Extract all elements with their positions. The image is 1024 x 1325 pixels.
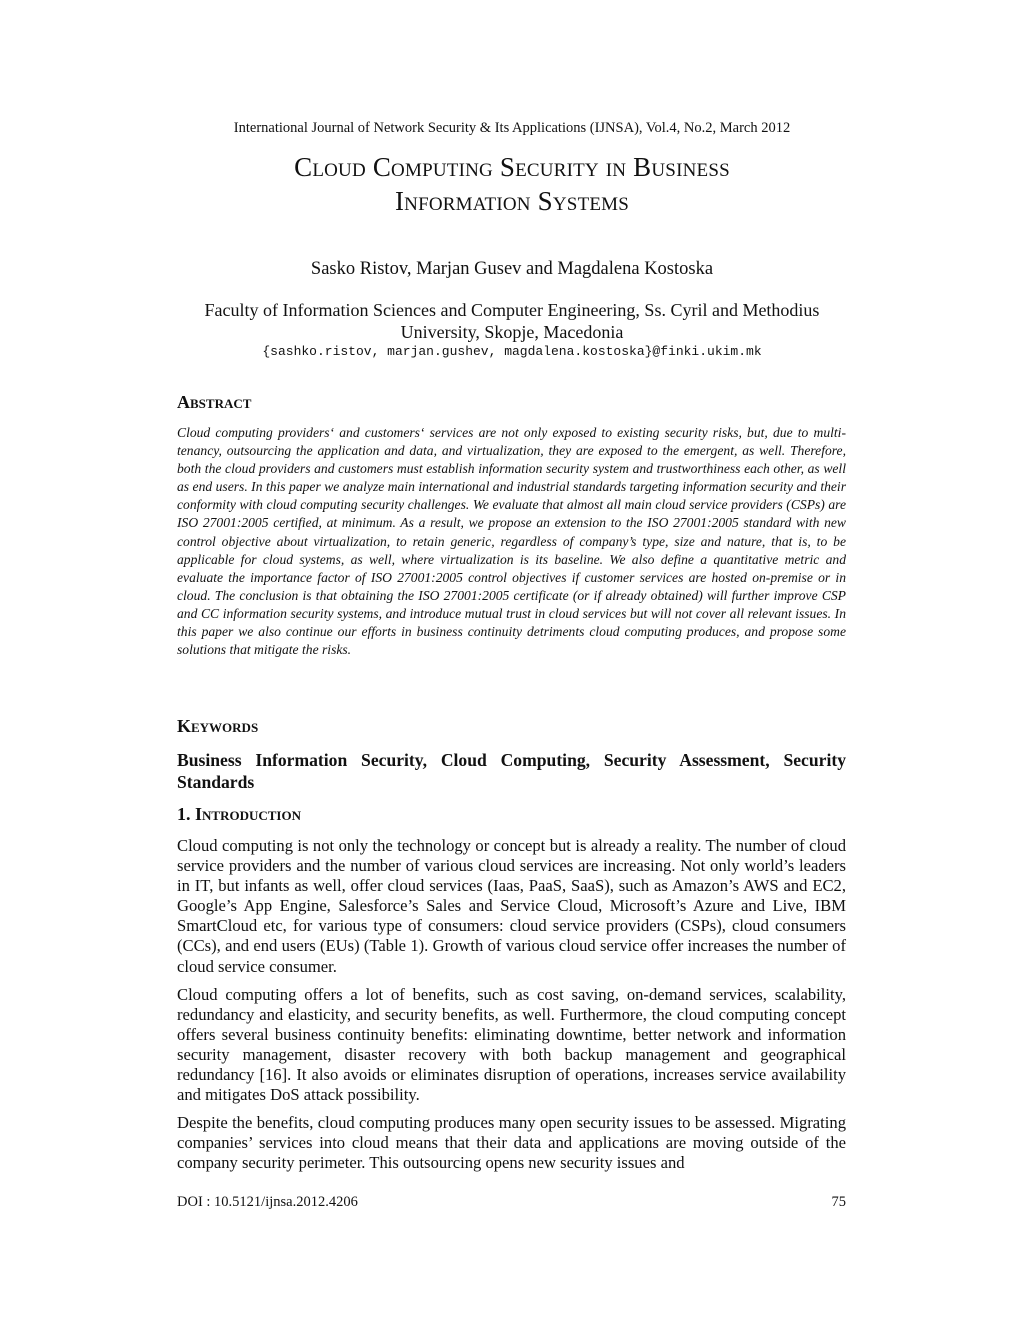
affiliation-line-1: Faculty of Information Sciences and Computer Engineering, Ss. Cyril and Methodius bbox=[204, 300, 820, 320]
paper-title-line-2: Information Systems bbox=[394, 186, 630, 216]
introduction-paragraph-3: Despite the benefits, cloud computing produces many open security issues to be assessed. Migrating companies’ services into cloud means that their data and applications are moving outside of the company security perimeter. This outsourcing opens new security issues and bbox=[177, 1113, 846, 1173]
keywords-text: Business Information Security, Cloud Computing, Security Assessment, Security Standards bbox=[177, 750, 846, 792]
footer-page-number: 75 bbox=[831, 1194, 846, 1210]
affiliation bbox=[170, 299, 854, 343]
affiliation-line-2: University, Skopje, Macedonia bbox=[400, 322, 624, 342]
paper-title-line-1: Cloud Computing Security in Business bbox=[294, 152, 730, 182]
abstract-text: Cloud computing providers‘ and customers‘ services are not only exposed to existing security risks, but, due to multi-tenancy, outsourcing the application and data, and virtualization, they are exposed to the emergent, as well. Therefore, both the cloud providers and customers must establish information security system and trustworthiness each other, as well as end users. In this paper we analyze main international and industrial standards targeting information security and their conformity with cloud computing security challenges. We evaluate that almost all main cloud service providers (CSPs) are ISO 27001:2005 certified, at minimum. As a result, we propose an extension to the ISO 27001:2005 standard with new control objective about virtualization, to retain generic, regardless of company’s type, size and nature, that is, to be applicable for cloud systems, as well, where virtualization is its baseline. We also define a quantitative metric and evaluate the importance factor of ISO 27001:2005 control objectives if customer services are hosted on-premise or in cloud. The conclusion is that obtaining the ISO 27001:2005 certificate (or if already obtained) will further improve CSP and CC information security systems, and introduce mutual trust in cloud services but will not cover all relevant issues. In this paper we also continue our efforts in business continuity detriments cloud computing produces, and propose some solutions that mitigate the risks. bbox=[177, 425, 846, 658]
authors: Sasko Ristov, Marjan Gusev and Magdalena Kostoska bbox=[310, 259, 714, 279]
keywords-heading: Keywords bbox=[177, 716, 259, 736]
paper-title bbox=[112, 150, 912, 218]
abstract-heading: Abstract bbox=[177, 392, 252, 412]
introduction-paragraph-2: Cloud computing offers a lot of benefits, such as cost saving, on-demand services, scalability, redundancy and elasticity, and security benefits, as well. Furthermore, the cloud computing concept offers several business continuity benefits: eliminating downtime, better network and information security management, disaster recovery with both backup management and geographical redundancy [16]. It also avoids or eliminates disruption of operations, increases service availability and mitigates DoS attack possibility. bbox=[177, 985, 846, 1105]
introduction-heading: 1. Introduction bbox=[177, 804, 301, 824]
running-header: International Journal of Network Security & Its Applications (IJNSA), Vol.4, No.2, March 2012 bbox=[233, 120, 791, 136]
author-emails: {sashko.ristov, marjan.gushev, magdalena.kostoska}@finki.ukim.mk bbox=[262, 344, 762, 359]
introduction-paragraph-1: Cloud computing is not only the technology or concept but is already a reality. The number of cloud service providers and the number of various cloud services are increasing. Not only world’s leaders in IT, but infants as well, offer cloud services (Iaas, PaaS, SaaS), such as Amazon’s AWS and EC2, Google’s App Engine, Salesforce’s Sales and Service Cloud, Microsoft’s Azure and Live, IBM SmartCloud etc, for various type of consumers: cloud service providers (CSPs), cloud consumers (CCs), and end users (EUs) (Table 1). Growth of various cloud service offer increases the number of cloud service consumer. bbox=[177, 836, 846, 976]
footer-doi: DOI : 10.5121/ijnsa.2012.4206 bbox=[177, 1194, 358, 1210]
